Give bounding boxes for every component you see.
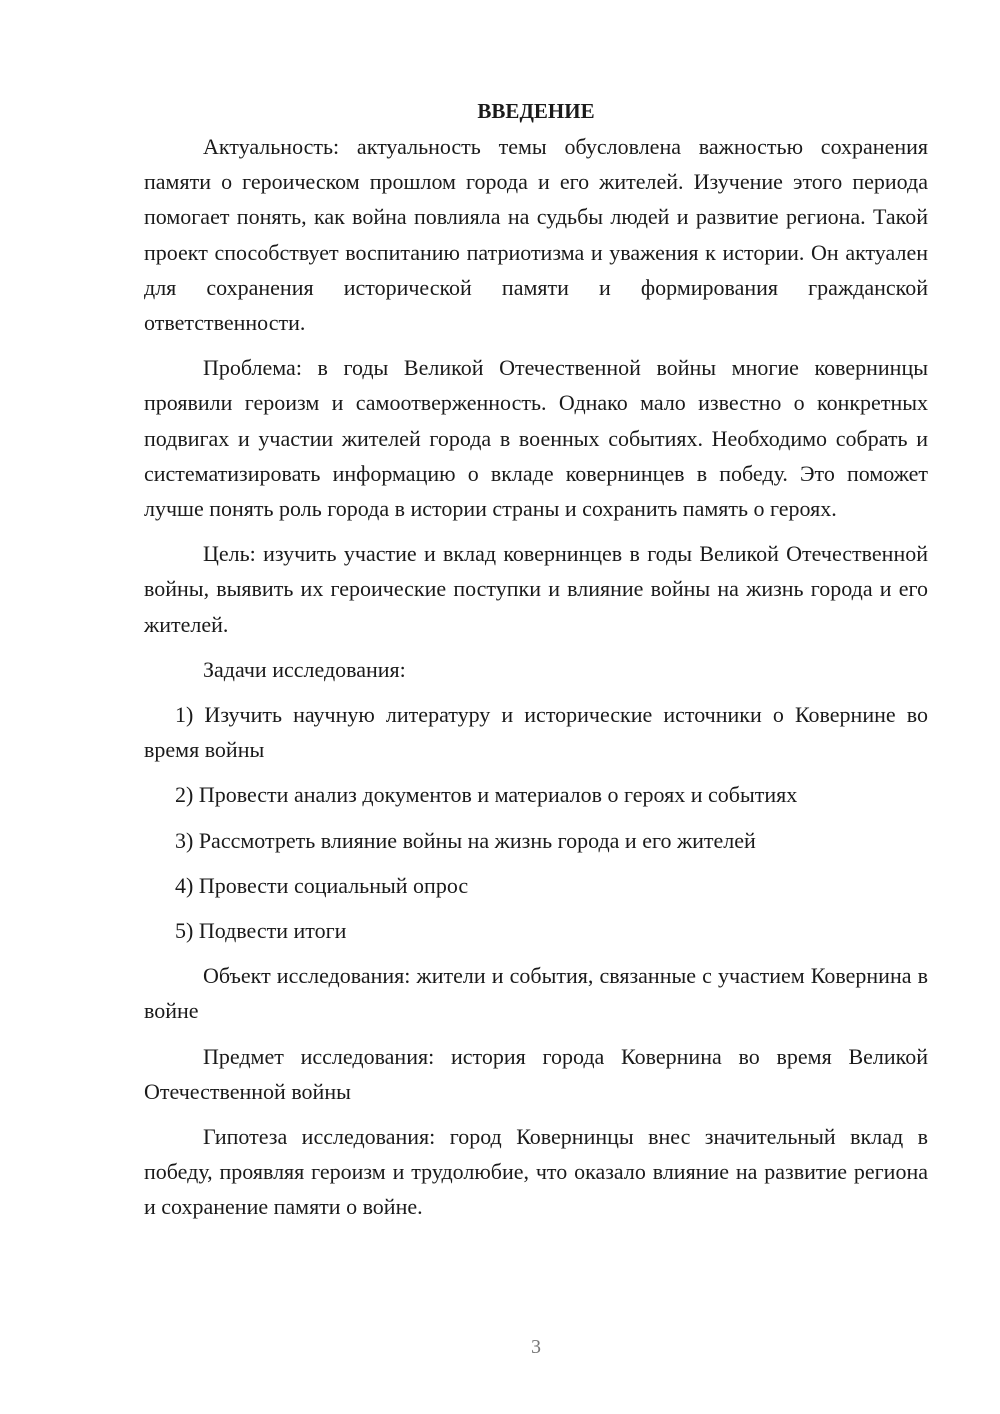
page-number: 3	[531, 1336, 541, 1358]
document-page	[144, 95, 928, 1225]
problem-paragraph: Проблема: в годы Великой Отечественной войны многие ковернинцы проявили героизм и самоотверженность. Однако мало известно о конкретных подвигах и участии жителей города в военных событиях. Необходимо собрать и систематизировать информацию о вкладе ковернинцев в победу. Это поможет лучше понять роль города в истории страны и сохранить память о героях.	[144, 355, 928, 522]
subject-paragraph: Предмет исследования: история города Ковернина во время Великой Отечественной войны	[144, 1043, 928, 1104]
task-item-5: 5) Подвести итоги	[175, 918, 347, 944]
relevance-paragraph: Актуальность: актуальность темы обусловлена важностью сохранения памяти о героическом прошлом города и его жителей. Изучение этого периода помогает понять, как война повлияла на судьбы людей и развитие региона. Такой проект способствует воспитанию патриотизма и уважения к истории. Он актуален для сохранения исторической памяти и формирования гражданской ответственности.	[144, 134, 928, 336]
task-item-3: 3) Рассмотреть влияние войны на жизнь города и его жителей	[175, 827, 756, 853]
object-paragraph: Объект исследования: жители и события, связанные с участием Ковернина в войне	[144, 963, 928, 1024]
hypothesis-paragraph: Гипотеза исследования: город Ковернинцы внес значительный вклад в победу, проявляя героизм и трудолюбие, что оказало влияние на развитие региона и сохранение памяти о войне.	[144, 1124, 928, 1220]
page-title: ВВЕДЕНИЕ	[477, 99, 595, 123]
goal-paragraph: Цель: изучить участие и вклад ковернинцев в годы Великой Отечественной войны, выявить их героические поступки и влияние войны на жизнь города и его жителей.	[144, 541, 928, 637]
task-item-4: 4) Провести социальный опрос	[175, 872, 469, 898]
task-item-1: 1) Изучить научную литературу и исторические источники о Ковернине во время войны	[144, 702, 928, 763]
task-item-2: 2) Провести анализ документов и материалов о героях и событиях	[175, 782, 798, 808]
tasks-title: Задачи исследования:	[203, 656, 406, 682]
